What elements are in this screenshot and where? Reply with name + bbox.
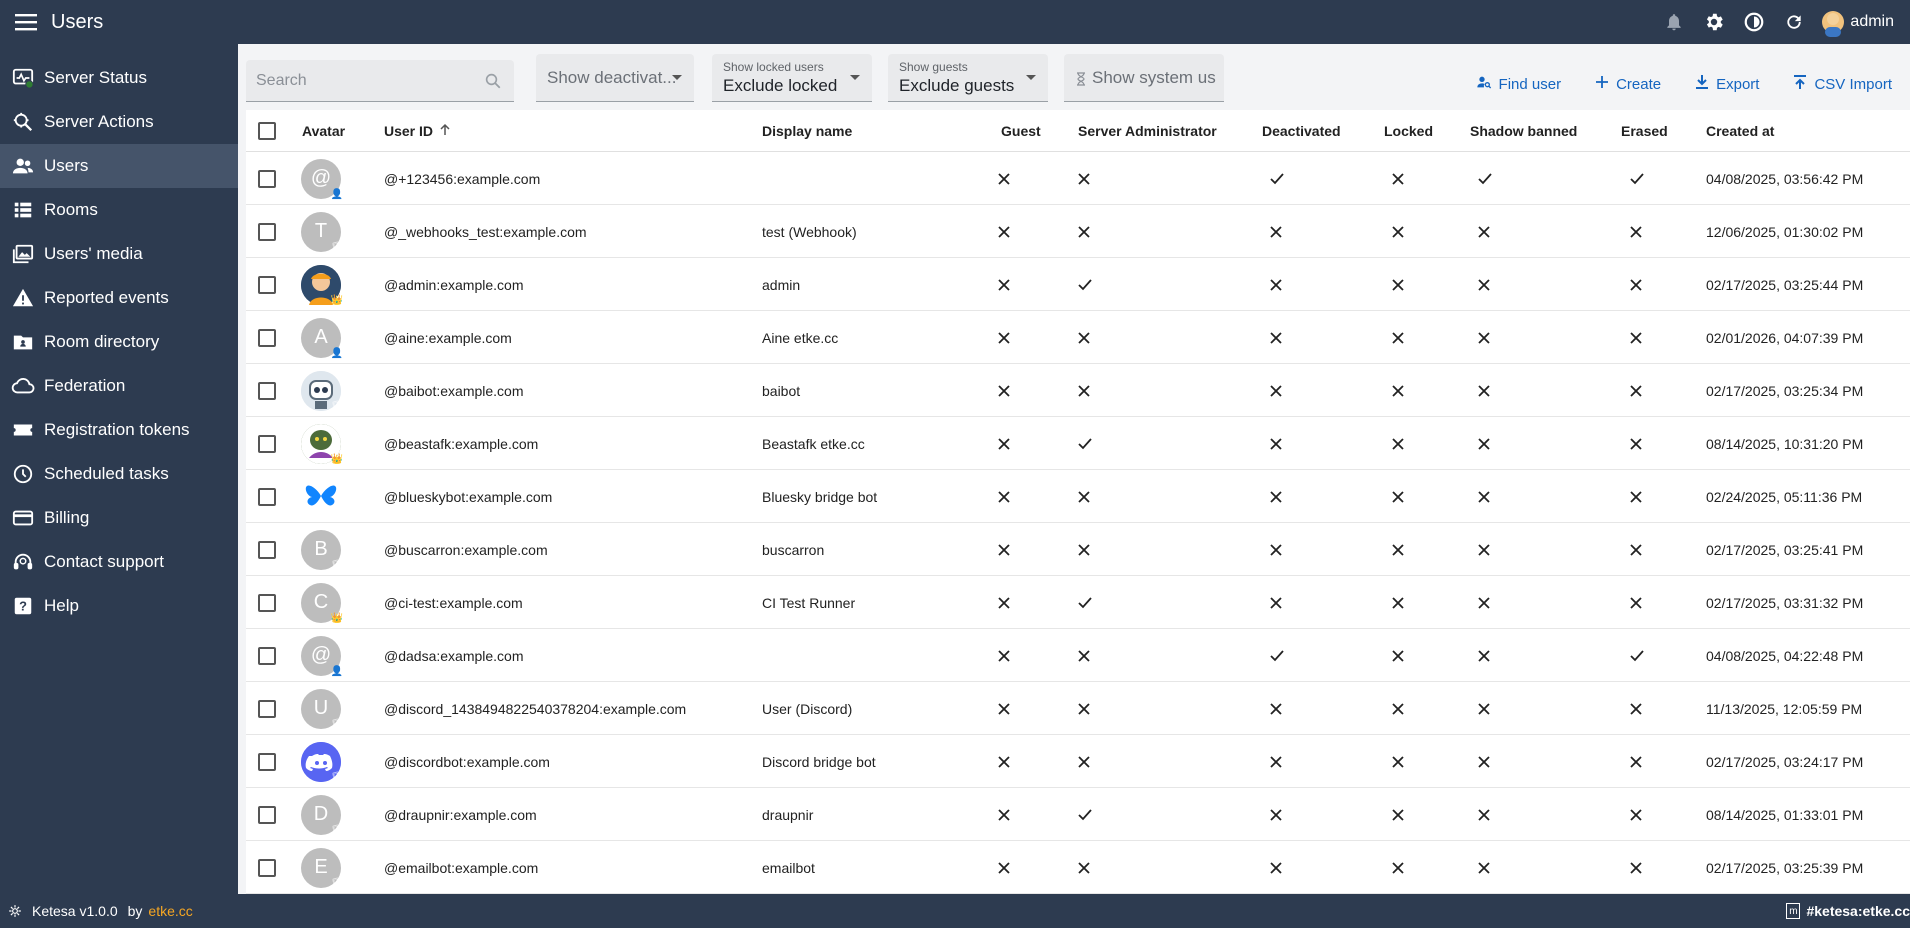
username: admin [1850, 13, 1894, 30]
created-at-cell: 11/13/2025, 12:05:59 PM [1706, 700, 1863, 717]
row-checkbox[interactable] [258, 223, 276, 241]
avatar [301, 477, 344, 518]
created-at-cell: 02/17/2025, 03:25:44 PM [1706, 276, 1864, 293]
deactivated-cross-icon [1270, 841, 1282, 894]
shield-icon: 🛡 [330, 718, 344, 730]
server-admin-cross-icon [1078, 841, 1090, 894]
created-at-cell: 12/06/2025, 01:30:02 PM [1706, 223, 1864, 240]
server-admin-cross-icon [1078, 152, 1090, 205]
header-user-id[interactable] [384, 110, 451, 152]
select-all-checkbox[interactable] [258, 122, 276, 140]
deactivated-cross-icon [1270, 735, 1282, 788]
server-admin-cross-icon [1078, 735, 1090, 788]
sidebar-item-users-media[interactable] [0, 232, 238, 276]
find-user-button[interactable] [1476, 74, 1562, 94]
avatar-letter: E [314, 856, 328, 878]
header-erased[interactable]: Erased [1621, 123, 1668, 139]
server-admin-cross-icon [1078, 364, 1090, 417]
user-id-cell: @buscarron:example.com [384, 541, 548, 558]
sidebar-item-label: Billing [44, 508, 90, 527]
row-checkbox[interactable] [258, 700, 276, 718]
avatar [301, 636, 344, 677]
footer-by: by [127, 903, 143, 919]
avatar-letter: @ [310, 644, 332, 666]
shield-icon: 🛡 [330, 241, 344, 253]
sidebar-item-contact-support[interactable] [0, 540, 238, 584]
shadow-banned-cross-icon [1478, 311, 1490, 364]
sidebar-item-federation[interactable] [0, 364, 238, 408]
deactivated-cross-icon [1270, 417, 1282, 470]
row-checkbox[interactable] [258, 647, 276, 665]
display-name-cell: CI Test Runner [762, 594, 856, 611]
footer [0, 894, 1910, 928]
erased-cross-icon [1630, 205, 1642, 258]
media-icon [11, 242, 35, 266]
main-content [238, 44, 1910, 894]
table-row[interactable] [246, 205, 1910, 258]
bell-icon[interactable] [1662, 10, 1686, 34]
header-user-id-label: User ID [384, 123, 434, 139]
created-at-cell: 02/17/2025, 03:25:39 PM [1706, 859, 1864, 876]
sidebar [0, 56, 238, 628]
avatar [301, 265, 344, 306]
display-name-cell: buscarron [762, 541, 825, 558]
filter-deactivated-placeholder: Show deactivat... [547, 68, 677, 87]
sidebar-item-billing[interactable] [0, 496, 238, 540]
header-deactivated[interactable]: Deactivated [1262, 123, 1341, 139]
csv-import-label: CSV Import [1814, 75, 1892, 93]
person-icon: 👤 [330, 665, 344, 677]
locked-cross-icon [1392, 841, 1404, 894]
sidebar-item-help[interactable] [0, 584, 238, 628]
filter-locked[interactable] [712, 54, 872, 102]
server-admin-check-icon [1078, 788, 1092, 841]
guest-cross-icon [998, 258, 1010, 311]
export-button[interactable] [1695, 74, 1759, 94]
find-user-label: Find user [1498, 75, 1562, 93]
avatar-letter: D [313, 803, 329, 825]
sidebar-item-server-status[interactable] [0, 56, 238, 100]
toolbar-actions [1476, 74, 1892, 94]
page-title: Users [51, 10, 104, 33]
plus-icon [1595, 75, 1609, 93]
cloud-icon [11, 374, 35, 398]
avatar [301, 371, 344, 412]
filter-deactivated[interactable] [536, 54, 694, 102]
erased-cross-icon [1630, 364, 1642, 417]
shadow-banned-cross-icon [1478, 364, 1490, 417]
avatar-letter: C [313, 591, 329, 613]
person-icon: 👤 [330, 347, 344, 359]
deactivated-cross-icon [1270, 364, 1282, 417]
table-row[interactable] [246, 735, 1910, 788]
row-checkbox[interactable] [258, 329, 276, 347]
sidebar-item-label: Reported events [44, 288, 169, 307]
created-at-cell: 02/24/2025, 05:11:36 PM [1706, 488, 1863, 505]
crown-icon: 👑 [330, 453, 344, 465]
erased-cross-icon [1630, 523, 1642, 576]
token-icon [11, 418, 35, 442]
avatar-letter: T [314, 220, 328, 242]
user-id-cell: @discordbot:example.com [384, 753, 550, 770]
user-id-cell: @emailbot:example.com [384, 859, 539, 876]
shield-icon: 🛡 [330, 400, 344, 412]
create-button[interactable] [1595, 74, 1661, 94]
avatar [301, 742, 344, 783]
toolbar [238, 44, 1910, 110]
deactivated-cross-icon [1270, 470, 1282, 523]
shadow-banned-cross-icon [1478, 735, 1490, 788]
theme-toggle-icon[interactable] [1742, 10, 1766, 34]
avatar [301, 212, 344, 253]
server-admin-cross-icon [1078, 682, 1090, 735]
created-at-cell: 04/08/2025, 03:56:42 PM [1706, 170, 1864, 187]
locked-cross-icon [1392, 258, 1404, 311]
created-at-cell: 02/17/2025, 03:31:32 PM [1706, 594, 1864, 611]
clock-icon [11, 462, 35, 486]
table-row[interactable] [246, 576, 1910, 629]
card-icon [11, 506, 35, 530]
avatar-letter: U [313, 697, 329, 719]
user-id-cell: @baibot:example.com [384, 382, 524, 399]
hourglass-icon [1076, 72, 1086, 91]
deactivated-cross-icon [1270, 682, 1282, 735]
sidebar-item-room-directory[interactable] [0, 320, 238, 364]
guest-cross-icon [998, 788, 1010, 841]
created-at-cell: 02/01/2026, 04:07:39 PM [1706, 329, 1864, 346]
table-row[interactable] [246, 629, 1910, 682]
footer-room-label: #ketesa:etke.cc [1806, 903, 1910, 919]
display-name-cell: Beastafk etke.cc [762, 435, 865, 452]
deactivated-check-icon [1270, 629, 1284, 682]
table-row[interactable] [246, 682, 1910, 735]
deactivated-cross-icon [1270, 576, 1282, 629]
download-icon [1695, 74, 1709, 94]
header-created-at[interactable]: Created at [1706, 123, 1775, 139]
server-admin-cross-icon [1078, 523, 1090, 576]
table-row[interactable] [246, 788, 1910, 841]
user-id-cell: @_webhooks_test:example.com [384, 223, 587, 240]
header-avatar[interactable]: Avatar [302, 123, 346, 139]
sidebar-item-label: Registration tokens [44, 420, 190, 439]
locked-cross-icon [1392, 788, 1404, 841]
locked-cross-icon [1392, 311, 1404, 364]
guest-cross-icon [998, 735, 1010, 788]
shadow-banned-cross-icon [1478, 417, 1490, 470]
erased-check-icon [1630, 629, 1644, 682]
created-at-cell: 02/17/2025, 03:25:41 PM [1706, 541, 1864, 558]
display-name-cell: Discord bridge bot [762, 753, 876, 770]
sidebar-item-label: Contact support [44, 552, 165, 571]
help-icon [11, 594, 35, 618]
row-checkbox[interactable] [258, 859, 276, 877]
matrix-icon: m [1786, 903, 1800, 919]
shadow-banned-cross-icon [1478, 470, 1490, 523]
deactivated-cross-icon [1270, 523, 1282, 576]
filter-system[interactable] [1064, 54, 1224, 102]
created-at-cell: 02/17/2025, 03:25:34 PM [1706, 382, 1864, 399]
row-checkbox[interactable] [258, 806, 276, 824]
guest-cross-icon [998, 417, 1010, 470]
display-name-cell: Aine etke.cc [762, 329, 839, 346]
created-at-cell: 08/14/2025, 10:31:20 PM [1706, 435, 1864, 452]
user-id-cell: @beastafk:example.com [384, 435, 539, 452]
shield-icon: 🛡 [330, 877, 344, 889]
shield-icon: 🛡 [330, 824, 344, 836]
user-id-cell: @dadsa:example.com [384, 647, 524, 664]
gear-icon[interactable] [1702, 10, 1726, 34]
sidebar-item-reported-events[interactable] [0, 276, 238, 320]
footer-room-link[interactable] [1786, 894, 1910, 928]
guest-cross-icon [998, 364, 1010, 417]
table-row[interactable] [246, 470, 1910, 523]
table-row[interactable] [246, 152, 1910, 205]
users-table [246, 110, 1910, 894]
display-name-cell: admin [762, 276, 801, 293]
csv-import-button[interactable] [1793, 74, 1892, 94]
shadow-banned-cross-icon [1478, 841, 1490, 894]
locked-cross-icon [1392, 576, 1404, 629]
sidebar-item-registration-tokens[interactable] [0, 408, 238, 452]
sidebar-item-server-actions[interactable] [0, 100, 238, 144]
erased-cross-icon [1630, 470, 1642, 523]
users-icon [11, 154, 35, 178]
sidebar-item-label: Room directory [44, 332, 160, 351]
filter-locked-value: Exclude locked [723, 76, 838, 95]
header-guest[interactable]: Guest [1001, 123, 1041, 139]
shadow-banned-cross-icon [1478, 629, 1490, 682]
footer-etke-link[interactable]: etke.cc [148, 903, 193, 919]
sidebar-item-label: Server Status [44, 68, 147, 87]
server-actions-icon [11, 110, 35, 134]
shield-icon: 🛡 [330, 771, 344, 783]
shield-icon: 🛡 [330, 506, 344, 518]
guest-cross-icon [998, 205, 1010, 258]
svg-text:?: ? [19, 598, 27, 614]
filter-guests[interactable] [888, 54, 1048, 102]
person-search-icon [1476, 74, 1492, 94]
menu-icon[interactable] [13, 9, 39, 35]
erased-cross-icon [1630, 788, 1642, 841]
create-label: Create [1616, 75, 1662, 93]
header-shadow-banned[interactable]: Shadow banned [1470, 123, 1578, 139]
row-checkbox[interactable] [258, 276, 276, 294]
table-row[interactable] [246, 417, 1910, 470]
warning-icon [11, 286, 35, 310]
locked-cross-icon [1392, 629, 1404, 682]
avatar [301, 848, 344, 889]
display-name-cell: Bluesky bridge bot [762, 488, 878, 505]
guest-cross-icon [998, 311, 1010, 364]
avatar-letter: B [314, 538, 328, 560]
folder-icon [11, 330, 35, 354]
created-at-cell: 04/08/2025, 04:22:48 PM [1706, 647, 1864, 664]
user-id-cell: @aine:example.com [384, 329, 512, 346]
avatar [301, 159, 344, 200]
erased-cross-icon [1630, 258, 1642, 311]
chevron-down-icon [850, 75, 860, 80]
locked-cross-icon [1392, 205, 1404, 258]
table-row[interactable] [246, 311, 1910, 364]
deactivated-cross-icon [1270, 258, 1282, 311]
table-row[interactable] [246, 364, 1910, 417]
erased-cross-icon [1630, 682, 1642, 735]
sidebar-item-label: Help [44, 596, 79, 615]
row-checkbox[interactable] [258, 435, 276, 453]
server-admin-cross-icon [1078, 470, 1090, 523]
filter-guests-label: Show guests [899, 60, 968, 74]
filter-guests-value: Exclude guests [899, 76, 1015, 95]
row-checkbox[interactable] [258, 541, 276, 559]
guest-cross-icon [998, 629, 1010, 682]
guest-cross-icon [998, 470, 1010, 523]
row-checkbox[interactable] [258, 170, 276, 188]
chevron-down-icon [672, 75, 682, 80]
avatar [301, 530, 344, 571]
crown-icon: 👑 [330, 612, 344, 624]
erased-check-icon [1630, 152, 1644, 205]
server-status-icon [11, 66, 35, 90]
display-name-cell: test (Webhook) [762, 223, 857, 240]
avatar [301, 689, 344, 730]
server-admin-check-icon [1078, 258, 1092, 311]
table-row[interactable] [246, 523, 1910, 576]
locked-cross-icon [1392, 523, 1404, 576]
person-icon: 👤 [330, 188, 344, 200]
erased-cross-icon [1630, 841, 1642, 894]
sidebar-item-label: Scheduled tasks [44, 464, 169, 483]
table-row[interactable] [246, 258, 1910, 311]
display-name-cell: emailbot [762, 859, 815, 876]
row-checkbox[interactable] [258, 594, 276, 612]
server-admin-cross-icon [1078, 311, 1090, 364]
search-icon [484, 72, 502, 95]
user-id-cell: @draupnir:example.com [384, 806, 537, 823]
deactivated-cross-icon [1270, 205, 1282, 258]
sidebar-item-label: Rooms [44, 200, 98, 219]
user-avatar [1822, 11, 1844, 33]
display-name-cell: draupnir [762, 806, 814, 823]
created-at-cell: 02/17/2025, 03:24:17 PM [1706, 753, 1864, 770]
server-admin-cross-icon [1078, 205, 1090, 258]
row-checkbox[interactable] [258, 753, 276, 771]
row-checkbox[interactable] [258, 488, 276, 506]
sidebar-item-scheduled-tasks[interactable] [0, 452, 238, 496]
row-checkbox[interactable] [258, 382, 276, 400]
sidebar-item-label: Federation [44, 376, 126, 395]
display-name-cell: User (Discord) [762, 700, 853, 717]
shadow-banned-cross-icon [1478, 258, 1490, 311]
sidebar-item-label: Users' media [44, 244, 143, 263]
table-row[interactable] [246, 841, 1910, 894]
export-label: Export [1716, 75, 1760, 93]
user-id-cell: @ci-test:example.com [384, 594, 523, 611]
server-admin-check-icon [1078, 576, 1092, 629]
shadow-banned-cross-icon [1478, 205, 1490, 258]
avatar-letter: A [314, 326, 328, 348]
locked-cross-icon [1392, 735, 1404, 788]
server-admin-cross-icon [1078, 629, 1090, 682]
search-input[interactable] [256, 72, 476, 90]
guest-cross-icon [998, 523, 1010, 576]
shadow-banned-cross-icon [1478, 523, 1490, 576]
avatar [301, 583, 344, 624]
deactivated-check-icon [1270, 152, 1284, 205]
app-bar [0, 0, 1910, 44]
sidebar-item-label: Users [44, 156, 89, 175]
shadow-banned-check-icon [1478, 152, 1492, 205]
guest-cross-icon [998, 682, 1010, 735]
upload-icon [1793, 74, 1807, 94]
header-display-name[interactable]: Display name [762, 123, 853, 139]
sidebar-item-users[interactable] [0, 144, 238, 188]
user-id-cell: @discord_1438494822540378204:example.com [384, 700, 687, 717]
sort-ascending-icon [439, 110, 451, 152]
rooms-icon [11, 198, 35, 222]
erased-cross-icon [1630, 311, 1642, 364]
user-menu[interactable] [1822, 11, 1894, 33]
ketesa-logo-icon [8, 904, 22, 918]
user-id-cell: @admin:example.com [384, 276, 524, 293]
refresh-icon[interactable] [1782, 10, 1806, 34]
user-id-cell: @blueskybot:example.com [384, 488, 553, 505]
header-locked[interactable]: Locked [1384, 123, 1434, 139]
deactivated-cross-icon [1270, 311, 1282, 364]
guest-cross-icon [998, 152, 1010, 205]
shadow-banned-cross-icon [1478, 788, 1490, 841]
guest-cross-icon [998, 576, 1010, 629]
avatar-letter: @ [310, 167, 332, 189]
avatar [301, 795, 344, 836]
created-at-cell: 08/14/2025, 01:33:01 PM [1706, 806, 1864, 823]
support-icon [11, 550, 35, 574]
erased-cross-icon [1630, 576, 1642, 629]
sidebar-item-rooms[interactable] [0, 188, 238, 232]
shield-icon: 🛡 [330, 559, 344, 571]
server-admin-check-icon [1078, 417, 1092, 470]
locked-cross-icon [1392, 152, 1404, 205]
shadow-banned-cross-icon [1478, 682, 1490, 735]
erased-cross-icon [1630, 417, 1642, 470]
locked-cross-icon [1392, 470, 1404, 523]
user-id-cell: @+123456:example.com [384, 170, 541, 187]
chevron-down-icon [1026, 75, 1036, 80]
avatar [301, 424, 344, 465]
footer-version: Ketesa v1.0.0 [32, 903, 118, 919]
locked-cross-icon [1392, 682, 1404, 735]
filter-system-placeholder: Show system us [1092, 68, 1216, 87]
table-header [246, 110, 1910, 152]
header-server-admin[interactable]: Server Administrator [1078, 123, 1217, 139]
deactivated-cross-icon [1270, 788, 1282, 841]
search-field[interactable] [246, 60, 514, 102]
locked-cross-icon [1392, 417, 1404, 470]
sidebar-item-label: Server Actions [44, 112, 154, 131]
locked-cross-icon [1392, 364, 1404, 417]
crown-icon: 👑 [330, 294, 344, 306]
shadow-banned-cross-icon [1478, 576, 1490, 629]
avatar [301, 318, 344, 359]
erased-cross-icon [1630, 735, 1642, 788]
filter-locked-label: Show locked users [723, 60, 824, 74]
guest-cross-icon [998, 841, 1010, 894]
display-name-cell: baibot [762, 382, 801, 399]
